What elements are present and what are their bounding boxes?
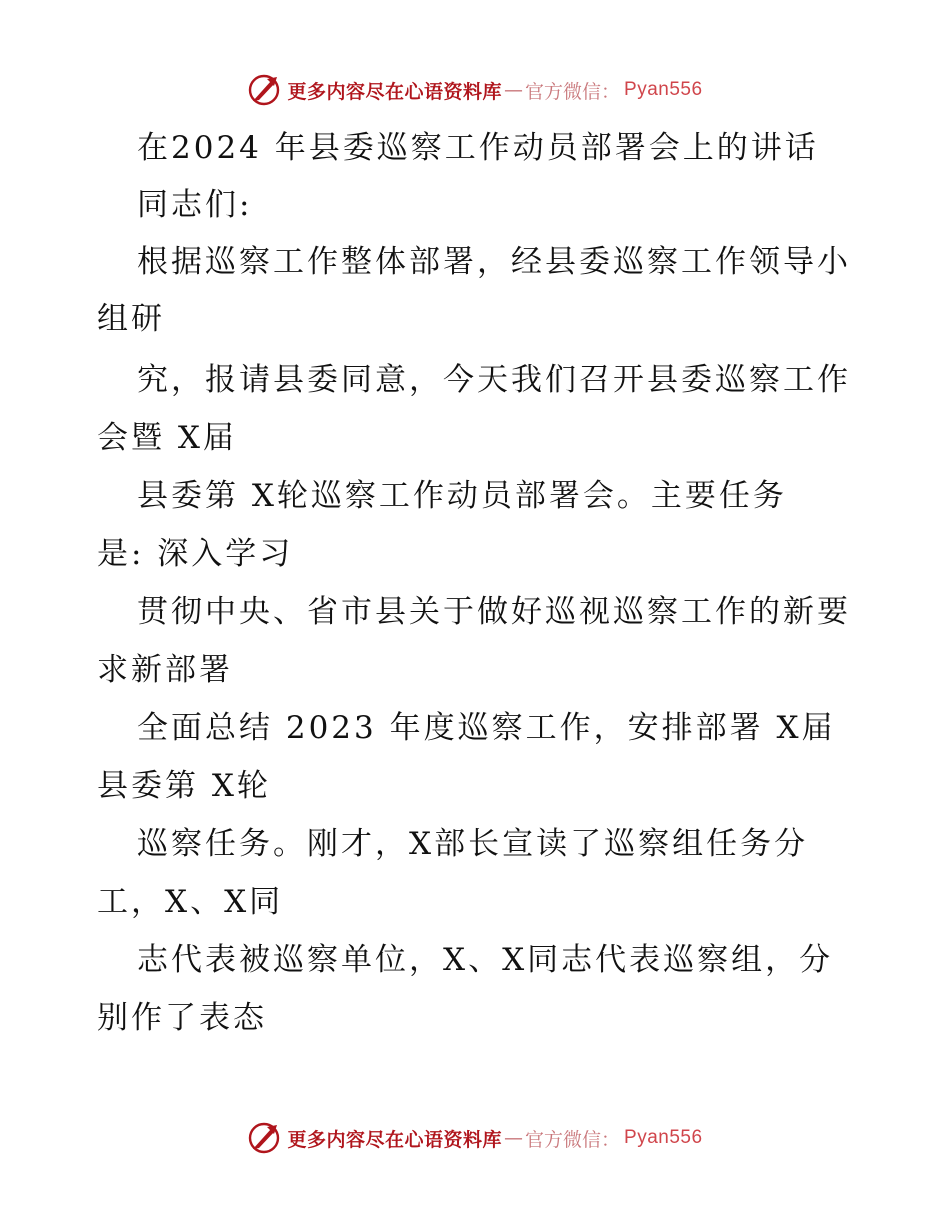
watermark-wechat-id: Pyan556 [624, 1127, 703, 1148]
header-watermark [0, 70, 950, 110]
quill-pen-circle-icon [247, 1121, 281, 1155]
paragraph-line: 别作了表态 [97, 1000, 267, 1036]
watermark-wechat-label: 官方微信 [524, 80, 601, 103]
paragraph-line: 组研 [97, 301, 165, 337]
paragraph-line: 全面总结 2023 年度巡察工作，安排部署 X届 [137, 710, 836, 746]
watermark-colon: ： [601, 80, 621, 103]
watermark-colon: ： [601, 1128, 621, 1151]
paragraph-line: 是: 深入学习 [97, 536, 294, 572]
paragraph-line: 求新部署 [97, 652, 233, 688]
paragraph-line: 会暨 X届 [97, 420, 237, 456]
watermark-wechat-id: Pyan556 [624, 79, 703, 100]
paragraph-line: 巡察任务。刚才，X部长宣读了巡察组任务分 [137, 826, 809, 862]
paragraph-line: 县委第 X轮巡察工作动员部署会。主要任务 [137, 478, 787, 514]
salutation: 同志们: [137, 187, 253, 223]
quill-pen-circle-icon [247, 73, 281, 107]
watermark-dash: — [503, 1127, 523, 1149]
paragraph-line: 根据巡察工作整体部署，经县委巡察工作领导小 [137, 244, 851, 280]
footer-watermark [0, 1118, 950, 1158]
paragraph-line: 志代表被巡察单位，X、X同志代表巡察组，分 [137, 942, 834, 978]
paragraph-line: 县委第 X轮 [97, 768, 271, 804]
paragraph-line: 究，报请县委同意，今天我们召开县委巡察工作 [137, 362, 851, 398]
watermark-main-text: 更多内容尽在心语资料库 [287, 1128, 502, 1151]
paragraph-line: 工，X、X同 [97, 884, 284, 920]
paragraph-line: 贯彻中央、省市县关于做好巡视巡察工作的新要 [137, 594, 851, 630]
watermark-dash: — [503, 79, 523, 101]
watermark-wechat-label: 官方微信 [524, 1128, 601, 1151]
watermark-main-text: 更多内容尽在心语资料库 [287, 80, 502, 103]
document-title: 在2024 年县委巡察工作动员部署会上的讲话 [137, 130, 819, 166]
